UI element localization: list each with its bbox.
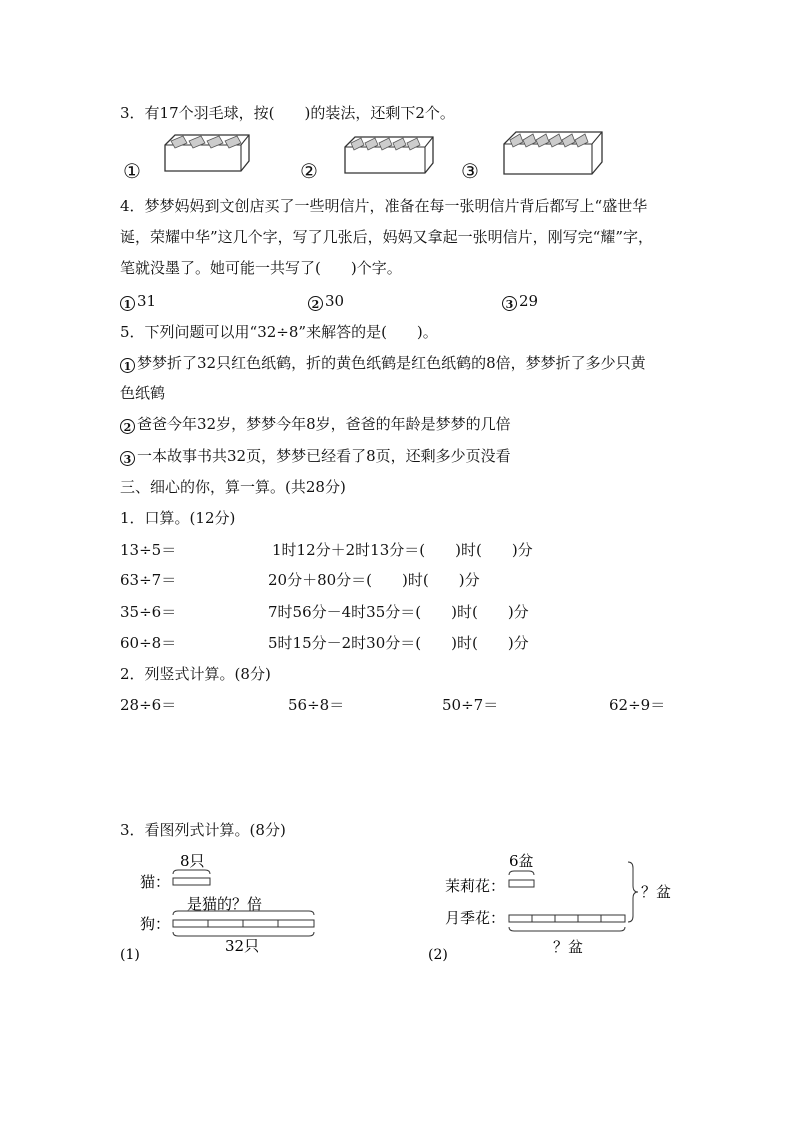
- q4-line-2: 诞，荣耀中华”这几个字，写了几张后，妈妈又拿起一张明信片，刚写完“耀”字，: [120, 228, 654, 246]
- s1-left-4: 60÷8＝: [120, 634, 177, 652]
- fig1-cat-label: 猫：: [140, 873, 171, 891]
- circle-number-icon: 1: [120, 296, 135, 311]
- s1-left-1: 13÷5＝: [120, 541, 177, 559]
- q4-option-3: [502, 291, 538, 311]
- figure-2-diagram: [425, 850, 685, 965]
- fig1-mid-label: 是猫的？倍: [187, 895, 263, 913]
- fig1-top-label: 8只: [180, 852, 205, 870]
- q5-stem: 5．下列问题可以用“32÷8”来解答的是( )。: [120, 323, 438, 341]
- fig2-jasmine-bar: [509, 880, 534, 887]
- section-3-title: 三、细心的你，算一算。(共28分): [120, 478, 346, 496]
- circle-number-icon: 2: [120, 419, 135, 434]
- fig2-total-label: ？盆: [641, 883, 672, 901]
- box-1-image: [163, 133, 253, 175]
- fig2-top-label: 6盆: [509, 852, 534, 870]
- q5-option-2: [120, 414, 511, 434]
- s3-title: 3．看图列式计算。(8分): [120, 821, 286, 839]
- q3-option-3: ③: [461, 159, 479, 183]
- fig1-bottom-label: 32只: [225, 937, 260, 955]
- q4-line-1: 4．梦梦妈妈到文创店买了一些明信片，准备在每一张明信片背后都写上“盛世华: [120, 197, 648, 215]
- s1-right-4: 5时15分－2时30分＝( )时( )分: [268, 634, 529, 652]
- q4-option-3-text: 29: [519, 292, 539, 310]
- fig2-number: (2): [428, 947, 448, 963]
- s1-left-2: 63÷7＝: [120, 571, 177, 589]
- s2-title: 2．列竖式计算。(8分): [120, 665, 271, 683]
- q4-option-2: [308, 291, 344, 311]
- figure-1-diagram: [115, 850, 345, 965]
- box-2-image: [343, 135, 437, 177]
- circle-number-icon: 1: [120, 358, 135, 373]
- q4-option-1-text: 31: [137, 292, 157, 310]
- fig2-bottom-label: ？盆: [553, 938, 584, 956]
- s1-title: 1．口算。(12分): [120, 509, 236, 527]
- q3-text: 3．有17个羽毛球，按( )的装法，还剩下2个。: [120, 104, 455, 122]
- s2-item-1: 28÷6＝: [120, 696, 177, 714]
- s1-right-2: 20分＋80分＝( )时( )分: [268, 571, 480, 589]
- s1-right-3: 7时56分－4时35分＝( )时( )分: [268, 603, 529, 621]
- s2-item-2: 56÷8＝: [288, 696, 345, 714]
- box-3-image: [502, 130, 606, 178]
- q5-option-1-line-1: [120, 353, 646, 373]
- fig1-cat-bar: [173, 878, 210, 885]
- q4-option-2-text: 30: [325, 292, 345, 310]
- fig1-number: (1): [120, 947, 140, 963]
- q5-option-1-line-2: 色纸鹤: [120, 384, 166, 402]
- circle-number-icon: 2: [308, 296, 323, 311]
- fig1-dog-label: 狗：: [140, 915, 171, 933]
- s1-right-1: 1时12分＋2时13分＝( )时( )分: [272, 541, 533, 559]
- q5-option-2-text: 爸爸今年32岁，梦梦今年8岁，爸爸的年龄是梦梦的几倍: [137, 415, 511, 433]
- s2-item-4: 62÷9＝: [609, 696, 666, 714]
- q5-option-3-text: 一本故事书共32页，梦梦已经看了8页，还剩多少页没看: [137, 447, 511, 465]
- q5-option-3: [120, 446, 511, 466]
- fig2-rose-label: 月季花：: [445, 909, 506, 927]
- s1-left-3: 35÷6＝: [120, 603, 177, 621]
- circle-number-icon: 3: [502, 296, 517, 311]
- q4-option-1: [120, 291, 156, 311]
- q5-option-1-text: 梦梦折了32只红色纸鹤，折的黄色纸鹤是红色纸鹤的8倍，梦梦折了多少只黄: [137, 354, 646, 372]
- q3-option-1: ①: [123, 159, 141, 183]
- q3-option-2: ②: [300, 159, 318, 183]
- s2-item-3: 50÷7＝: [442, 696, 499, 714]
- q4-line-3: 笔就没墨了。她可能一共写了( )个字。: [120, 259, 402, 277]
- fig2-jasmine-label: 茉莉花：: [445, 877, 506, 895]
- circle-number-icon: 3: [120, 451, 135, 466]
- fig2-rose-bar: [509, 915, 625, 922]
